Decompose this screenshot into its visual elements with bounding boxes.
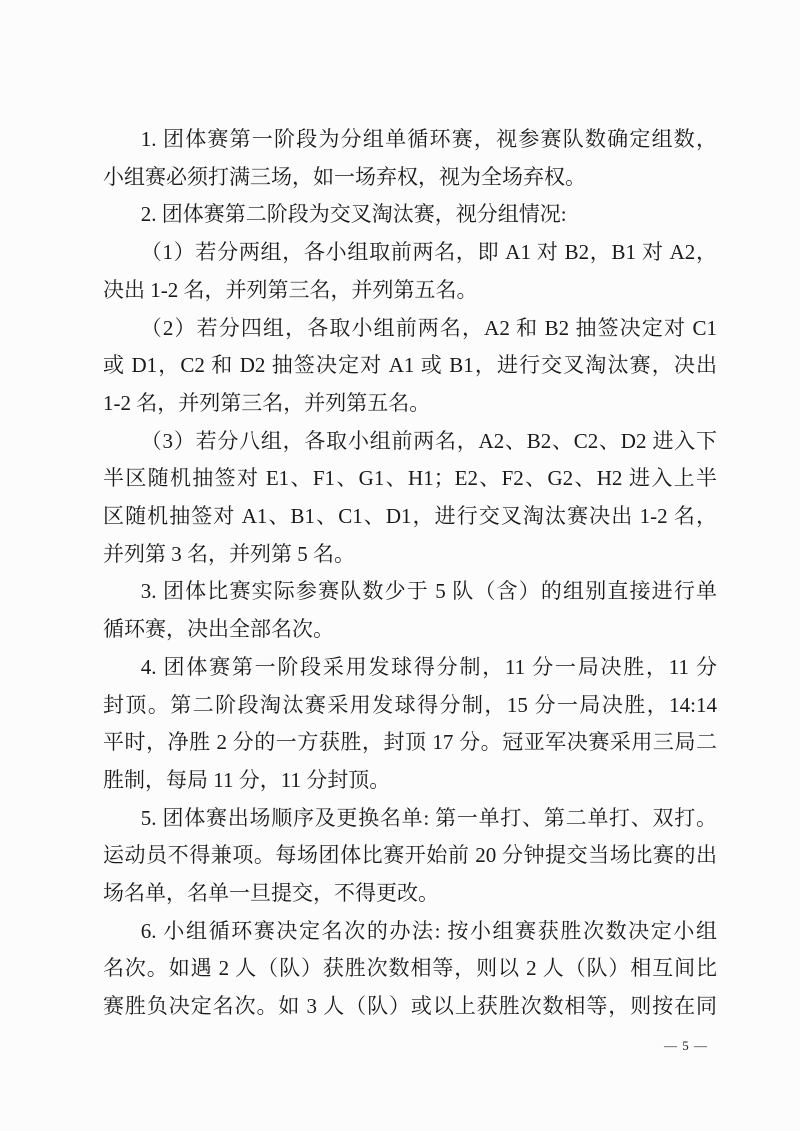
text-line: 4. 团体赛第一阶段采用发球得分制，11 分一局决胜，11 分: [140, 654, 717, 679]
text-line: （3）若分八组，各取小组前两名，A2、B2、C2、D2 进入下: [140, 428, 717, 453]
text-line: （1）若分两组，各小组取前两名，即 A1 对 B2，B1 对 A2，: [140, 240, 717, 265]
page-number: — 5 —: [664, 1038, 708, 1053]
text-line: 小组赛必须打满三场，如一场弃权，视为全场弃权。: [103, 164, 586, 189]
text-line: 平时，净胜 2 分的一方获胜，封顶 17 分。冠亚军决赛采用三局二: [103, 730, 717, 755]
text-line: 封顶。第二阶段淘汰赛采用发球得分制，15 分一局决胜，14:14: [103, 692, 717, 717]
text-line: 1-2 名，并列第三名，并列第五名。: [103, 390, 431, 415]
text-line: 3. 团体比赛实际参赛队数少于 5 队（含）的组别直接进行单: [140, 579, 717, 604]
text-line: （2）若分四组，各取小组前两名，A2 和 B2 抽签决定对 C1: [140, 315, 717, 340]
text-line: 并列第 3 名，并列第 5 名。: [103, 541, 355, 566]
text-line: 场名单，名单一旦提交，不得更改。: [103, 881, 439, 906]
document-body: [103, 121, 717, 1026]
text-line: 或 D1，C2 和 D2 抽签决定对 A1 或 B1，进行交叉淘汰赛，决出: [103, 353, 717, 378]
text-line: 名次。如遇 2 人（队）获胜次数相等，则以 2 人（队）相互间比: [103, 956, 717, 981]
text-line: 运动员不得兼项。每场团体比赛开始前 20 分钟提交当场比赛的出: [103, 843, 717, 868]
text-line: 赛胜负决定名次。如 3 人（队）或以上获胜次数相等，则按在同: [103, 994, 717, 1019]
text-line: 1. 团体赛第一阶段为分组单循环赛，视参赛队数确定组数，: [140, 127, 717, 151]
text-line: 决出 1-2 名，并列第三名，并列第五名。: [103, 277, 478, 302]
text-line: 胜制，每局 11 分，11 分封顶。: [103, 767, 391, 792]
text-line: 半区随机抽签对 E1、F1、G1、H1；E2、F2、G2、H2 进入上半: [103, 466, 717, 491]
text-line: 区随机抽签对 A1、B1、C1、D1，进行交叉淘汰赛决出 1-2 名，: [103, 504, 717, 529]
text-line: 5. 团体赛出场顺序及更换名单: 第一单打、第二单打、双打。: [140, 805, 717, 830]
text-line: 6. 小组循环赛决定名次的办法: 按小组赛获胜次数决定小组: [140, 918, 717, 943]
text-line: 2. 团体赛第二阶段为交叉淘汰赛，视分组情况:: [140, 202, 567, 227]
text-line: 循环赛，决出全部名次。: [103, 617, 334, 642]
